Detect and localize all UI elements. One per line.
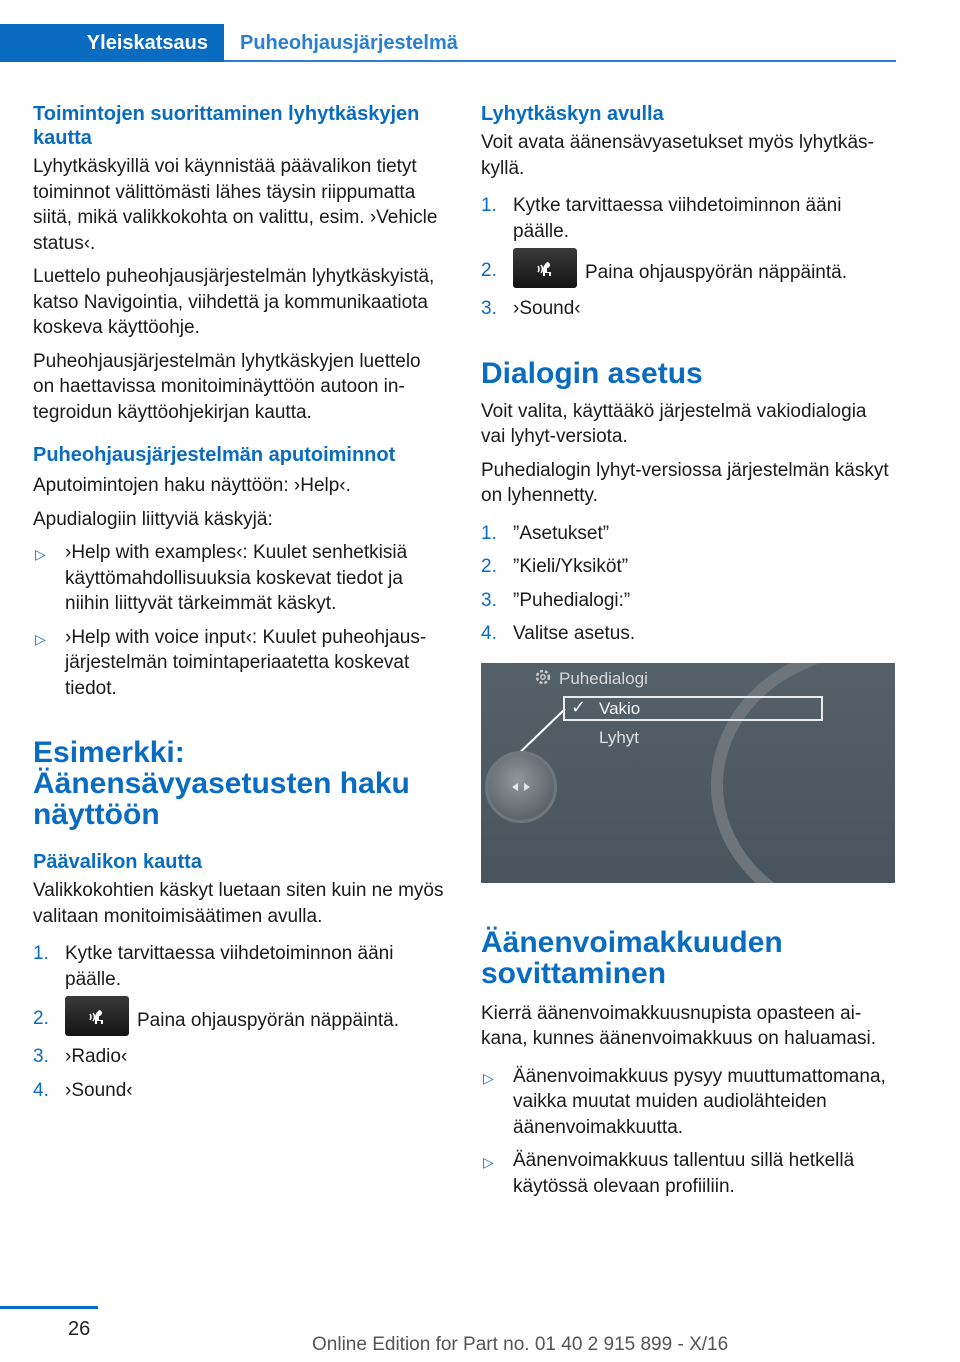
checkmark-icon: ✓ bbox=[571, 696, 587, 717]
paragraph: Aputoimintojen haku näyttöön: ›Help‹. bbox=[33, 475, 351, 496]
list-item: ▷ ›Help with voice input‹: Kuulet puheohjausjärjestelmän toimintaperiaatetta koskevat tiedot. bbox=[35, 626, 427, 699]
step-item: 1. Kytke tarvittaessa viihdetoiminnon ääni päälle. bbox=[33, 943, 394, 990]
voice-button-icon bbox=[513, 248, 577, 288]
step-item: 2. ”Kieli/Yksiköt” bbox=[481, 556, 629, 577]
shortcut-steps bbox=[481, 193, 895, 322]
tab-overview[interactable]: Yleiskatsaus bbox=[0, 24, 224, 62]
paragraph: Kierrä äänenvoimakkuusnupista opasteen aikana, kunnes äänenvoimakkuus on haluamasi. bbox=[481, 1002, 877, 1049]
triangle-bullet-icon: ▷ bbox=[483, 1154, 494, 1170]
list-item: ▷ Äänenvoimakkuus pysyy muuttumattomana, vaikka muutat muiden audiolähteiden äänenvoimakkuutta. bbox=[483, 1065, 886, 1138]
edition-footer: Online Edition for Part no. 01 40 2 915 899 - X/16 bbox=[312, 1334, 729, 1355]
step-item: 3. ›Radio‹ bbox=[33, 1046, 128, 1067]
heading-shortcuts: Toimintojen suorittaminen lyhytkäskyjen kautta bbox=[33, 103, 420, 149]
help-list bbox=[33, 540, 447, 701]
controller-knob-icon bbox=[485, 751, 557, 823]
list-item: ▷ ›Help with examples‹: Kuulet senhetkisiä käyttömahdollisuuksia koskevat tiedot ja niihin liittyvät tärkeimmät käskyt. bbox=[35, 542, 408, 614]
step-item: 1. Kytke tarvittaessa viihdetoiminnon ääni päälle. bbox=[481, 195, 842, 242]
triangle-bullet-icon: ▷ bbox=[35, 630, 46, 647]
voice-button-icon bbox=[65, 996, 129, 1036]
paragraph: Luettelo puheohjausjärjestelmän lyhytkäskyistä, katso Navigointia, viihdettä ja kommunikaatiota koskeva käyttöohje. bbox=[33, 266, 435, 338]
heading-help-functions: Puheohjausjärjestelmän aputoiminnot bbox=[33, 444, 396, 466]
footer-rule bbox=[0, 1306, 98, 1309]
heading-main-menu: Päävalikon kautta bbox=[33, 851, 202, 873]
paragraph: Voit valita, käyttääkö järjestelmä vakiodialogia vai lyhyt-versiota. bbox=[481, 400, 867, 447]
heading-dialog-setting: Dialogin asetus bbox=[481, 356, 703, 390]
main-menu-steps bbox=[33, 941, 447, 1103]
screen-title: Puhedialogi bbox=[559, 668, 648, 688]
dialog-steps bbox=[481, 521, 895, 647]
left-column bbox=[33, 102, 447, 1111]
heading-volume: Äänenvoimakkuuden sovittaminen bbox=[481, 925, 783, 990]
tab-voice-control[interactable]: Puheohjausjärjestelmä bbox=[240, 31, 458, 54]
triangle-bullet-icon: ▷ bbox=[35, 546, 46, 562]
volume-list bbox=[481, 1064, 895, 1200]
page-number: 26 bbox=[68, 1318, 91, 1340]
list-item: ▷ Äänenvoimakkuus tallentuu sillä hetkellä käytössä olevaan profiiliin. bbox=[483, 1150, 855, 1197]
paragraph: Voit avata äänensävyasetukset myös lyhytkäskyllä. bbox=[481, 132, 874, 179]
option-standard-selected[interactable]: ✓ Vakio bbox=[563, 696, 823, 721]
paragraph: Valikkokohtien käskyt luetaan siten kuin ne myös valitaan monitoimisäätimen avulla. bbox=[33, 880, 444, 927]
step-item: 3. ›Sound‹ bbox=[481, 298, 581, 319]
paragraph: Puhedialogin lyhyt-versiossa järjestelmän käskyt on lyhennetty. bbox=[481, 459, 889, 506]
step-item: 4. ›Sound‹ bbox=[33, 1079, 133, 1101]
heading-shortcut: Lyhytkäskyn avulla bbox=[481, 103, 664, 125]
paragraph: Puheohjausjärjestelmän lyhytkäskyjen luettelo on haettavissa monitoiminäyttöön autoon integroidun käyttöohjekirjan kautta. bbox=[33, 350, 421, 423]
header-divider bbox=[224, 60, 896, 62]
step-item: 2. Paina ohjauspyörän näppäintä. bbox=[33, 1006, 447, 1036]
option-short[interactable]: Lyhyt bbox=[599, 727, 640, 747]
step-item: 1. ”Asetukset” bbox=[481, 522, 610, 544]
step-item: 2. Paina ohjauspyörän näppäintä. bbox=[481, 258, 895, 288]
triangle-bullet-icon: ▷ bbox=[483, 1069, 494, 1086]
display-screenshot bbox=[481, 663, 895, 883]
right-column bbox=[481, 102, 895, 1207]
step-item: 4. Valitse asetus. bbox=[481, 623, 636, 644]
top-navigation bbox=[0, 0, 960, 62]
heading-example: Esimerkki: Äänensävyasetusten haku näyttöön bbox=[33, 736, 410, 831]
step-item: 3. ”Puhedialogi:” bbox=[481, 589, 631, 611]
paragraph: Apudialogiin liittyviä käskyjä: bbox=[33, 508, 273, 530]
paragraph: Lyhytkäskyillä voi käynnistää päävalikon tietyt toiminnot välittömästi lähes täysin riippumatta siitä, mikä valikkokohta on valittu, esim. ›Vehicle status‹. bbox=[33, 156, 438, 254]
